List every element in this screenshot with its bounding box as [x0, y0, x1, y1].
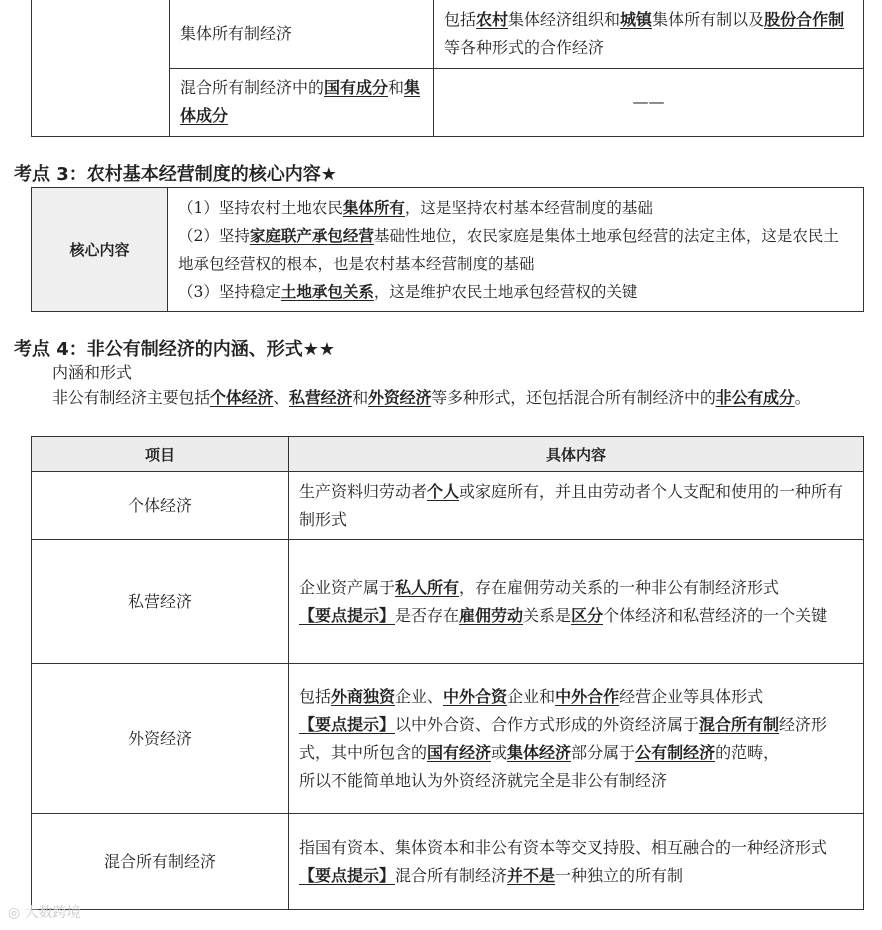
table-row — [32, 472, 864, 540]
row-label: 私营经济 — [32, 540, 289, 664]
row-content: 指国有资本、集体资本和非公有资本等交叉持股、相互融合的一种经济形式 【要点提示】混合所有制经济并不是一种独立的所有制 — [289, 814, 864, 910]
core-item-2: （2）坚持家庭联产承包经营基础性地位，农民家庭是集体土地承包经营的法定主体，这是农民土地承包经营权的根本，也是农村基本经营制度的基础 — [178, 225, 839, 273]
core-item-3: （3）坚持稳定土地承包关系，这是维护农民土地承包经营权的关键 — [178, 281, 638, 301]
ownership-table — [31, 0, 864, 137]
row-content: 企业资产属于私人所有，存在雇佣劳动关系的一种非公有制经济形式 【要点提示】是否存在雇佣劳动关系是区分个体经济和私营经济的一个关键 — [289, 540, 864, 664]
table-row — [32, 814, 864, 910]
row-content: —— — [434, 68, 864, 136]
watermark: ◎ 大数跨境 — [8, 905, 81, 921]
core-item-1: （1）坚持农村土地农民集体所有，这是坚持农村基本经营制度的基础 — [178, 197, 653, 217]
table-header-row — [32, 437, 864, 472]
section-3-title: 考点 3：农村基本经营制度的核心内容★ — [14, 164, 337, 185]
section-4-title: 考点 4：非公有制经济的内涵、形式★★ — [14, 339, 336, 360]
table-row — [32, 0, 864, 68]
row-label: 混合所有制经济 — [32, 814, 289, 910]
tip: 【要点提示】混合所有制经济并不是一种独立的所有制 — [299, 865, 684, 885]
row-label: 个体经济 — [32, 472, 289, 540]
row-label: 集体所有制经济 — [170, 0, 434, 68]
core-content-table — [31, 187, 864, 312]
table-row — [32, 188, 864, 312]
row-content: 包括农村集体经济组织和城镇集体所有制以及股份合作制等各种形式的合作经济 — [434, 0, 864, 68]
table-row — [32, 664, 864, 814]
row-label: 混合所有制经济中的国有成分和集体成分 — [170, 68, 434, 136]
header-item: 项目 — [32, 437, 289, 472]
watermark-logo-icon: ◎ — [8, 905, 25, 921]
tip: 【要点提示】是否存在雇佣劳动关系是区分个体经济和私营经济的一个关键 — [299, 605, 828, 625]
row-content: 生产资料归劳动者个人或家庭所有，并且由劳动者个人支配和使用的一种所有制形式 — [289, 472, 864, 540]
blank-cell — [32, 0, 170, 136]
row-content: 包括外商独资企业、中外合资企业和中外合作经营企业等具体形式 【要点提示】以中外合资、合作方式形成的外资经济属于混合所有制经济形式，其中所包含的国有经济或集体经济部分属于公有制经济的范畴， 所以不能简单地认为外资经济就完全是非公有制经济 — [289, 664, 864, 814]
core-content-items — [168, 188, 864, 312]
table-row — [32, 540, 864, 664]
core-content-label: 核心内容 — [32, 188, 168, 312]
tip: 【要点提示】以中外合资、合作方式形成的外资经济属于混合所有制经济形式，其中所包含的国有经济或集体经济部分属于公有制经济的范畴， — [299, 714, 828, 762]
section-4-intro: 非公有制经济主要包括个体经济、私营经济和外资经济等多种形式，还包括混合所有制经济中的非公有成分。 — [52, 388, 811, 407]
section-4-subtitle: 内涵和形式 — [52, 363, 133, 382]
row-label: 外资经济 — [32, 664, 289, 814]
non-public-economy-table — [31, 436, 864, 910]
header-content: 具体内容 — [289, 437, 864, 472]
